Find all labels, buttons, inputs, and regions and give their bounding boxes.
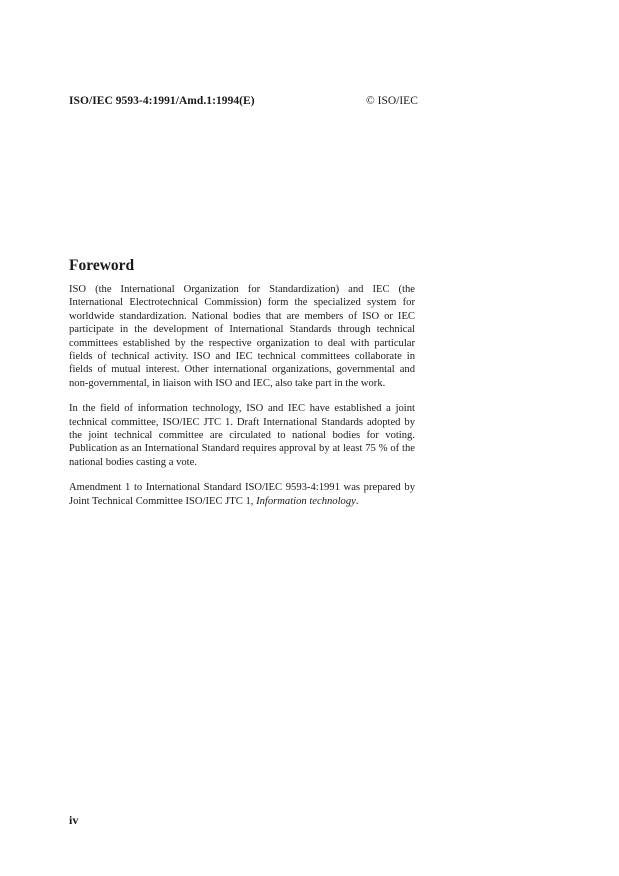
page-number: iv	[69, 813, 79, 827]
paragraph-3-end: .	[355, 495, 359, 507]
section-heading: Foreword	[69, 257, 135, 274]
committee-name-italic: Information technology	[256, 495, 356, 507]
paragraph-3-text: Amendment 1 to International Standard ISO/IEC 9593-4:1991 was prepared by Joint Technical Committee ISO/IEC JTC 1,	[69, 482, 415, 507]
paragraph-1: ISO (the International Organization for Standardization) and IEC (the International Electrotechnical Commission) form the specialized system for worldwide standardization. National bodies that are members of ISO or IEC participate in the development of International Standards through technical committees established by the respective organization to deal with particular fields of technical activity. ISO and IEC technical committees collaborate in fields of mutual interest. Other international organizations, governmental and non-governmental, in liaison with ISO and IEC, also take part in the work.	[69, 284, 415, 389]
foreword-body	[69, 283, 415, 520]
copyright-notice: © ISO/IEC	[366, 95, 418, 107]
document-identifier: ISO/IEC 9593-4:1991/Amd.1:1994(E)	[69, 95, 255, 107]
paragraph-3	[69, 481, 415, 508]
paragraph-2: In the field of information technology, ISO and IEC have established a joint technical committee, ISO/IEC JTC 1. Draft International Standards adopted by the joint technical committee are circulated to national bodies for voting. Publication as an International Standard requires approval by at least 75 % of the national bodies casting a vote.	[69, 403, 415, 468]
